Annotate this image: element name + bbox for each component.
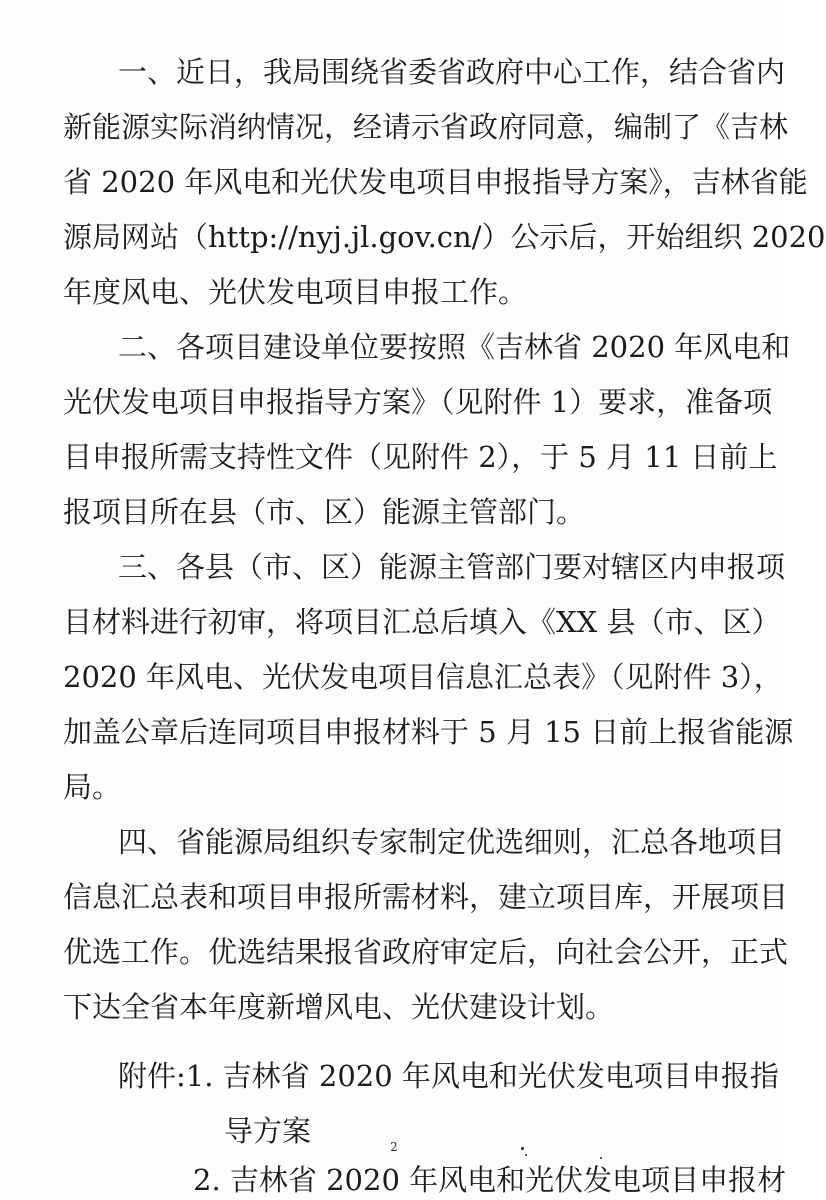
attachments-label: 附件: <box>118 1059 186 1093</box>
scan-speck <box>521 1147 524 1150</box>
paragraph-1-line-5: 年度风电、光伏发电项目申报工作。 <box>63 275 528 309</box>
attachments-block <box>118 1050 779 1102</box>
paragraph-4-line-4: 下达全省本年度新增风电、光伏建设计划。 <box>63 990 615 1024</box>
paragraph-1-line-1: 一、近日，我局围绕省委省政府中心工作，结合省内 <box>118 55 786 89</box>
paragraph-4-line-1: 四、省能源局组织专家制定优选细则，汇总各地项目 <box>118 825 786 859</box>
attachment-2-line-1: 2. 吉林省 2020 年风电和光伏发电项目申报材 <box>193 1163 787 1197</box>
scan-speck <box>525 1154 527 1156</box>
paragraph-3-line-3: 2020 年风电、光伏发电项目信息汇总表》（见附件 3）， <box>63 660 783 694</box>
attachment-1-line-1: 1. 吉林省 2020 年风电和光伏发电项目申报指 <box>185 1059 779 1093</box>
paragraph-1-line-4: 源局网站（http://nyj.jl.gov.cn/）公示后，开始组织 2020 <box>63 220 826 254</box>
paragraph-2-line-1: 二、各项目建设单位要按照《吉林省 2020 年风电和 <box>118 330 791 364</box>
paragraph-2-line-3: 目申报所需支持性文件（见附件 2），于 5 月 11 日前上 <box>63 440 778 474</box>
paragraph-2-line-2: 光伏发电项目申报指导方案》（见附件 1）要求，准备项 <box>63 385 773 419</box>
scan-speck <box>600 1157 602 1159</box>
paragraph-3-line-2: 目材料进行初审，将项目汇总后填入《XX 县（市、区） <box>63 605 781 639</box>
paragraph-3-line-5: 局。 <box>63 770 122 804</box>
paragraph-1-line-2: 新能源实际消纳情况，经请示省政府同意，编制了《吉林 <box>63 110 789 144</box>
paragraph-3-line-1: 三、各县（市、区）能源主管部门要对辖区内申报项 <box>118 550 786 584</box>
paragraph-2-line-4: 报项目所在县（市、区）能源主管部门。 <box>63 495 586 529</box>
page-number: 2 <box>390 1140 398 1154</box>
attachment-1-line-2: 导方案 <box>224 1114 312 1148</box>
paragraph-3-line-4: 加盖公章后连同项目申报材料于 5 月 15 日前上报省能源 <box>63 715 794 749</box>
paragraph-1-line-3: 省 2020 年风电和光伏发电项目申报指导方案》，吉林省能 <box>63 165 808 199</box>
paragraph-4-line-3: 优选工作。优选结果报省政府审定后，向社会公开，正式 <box>63 935 789 969</box>
paragraph-4-line-2: 信息汇总表和项目申报所需材料，建立项目库，开展项目 <box>63 880 789 914</box>
